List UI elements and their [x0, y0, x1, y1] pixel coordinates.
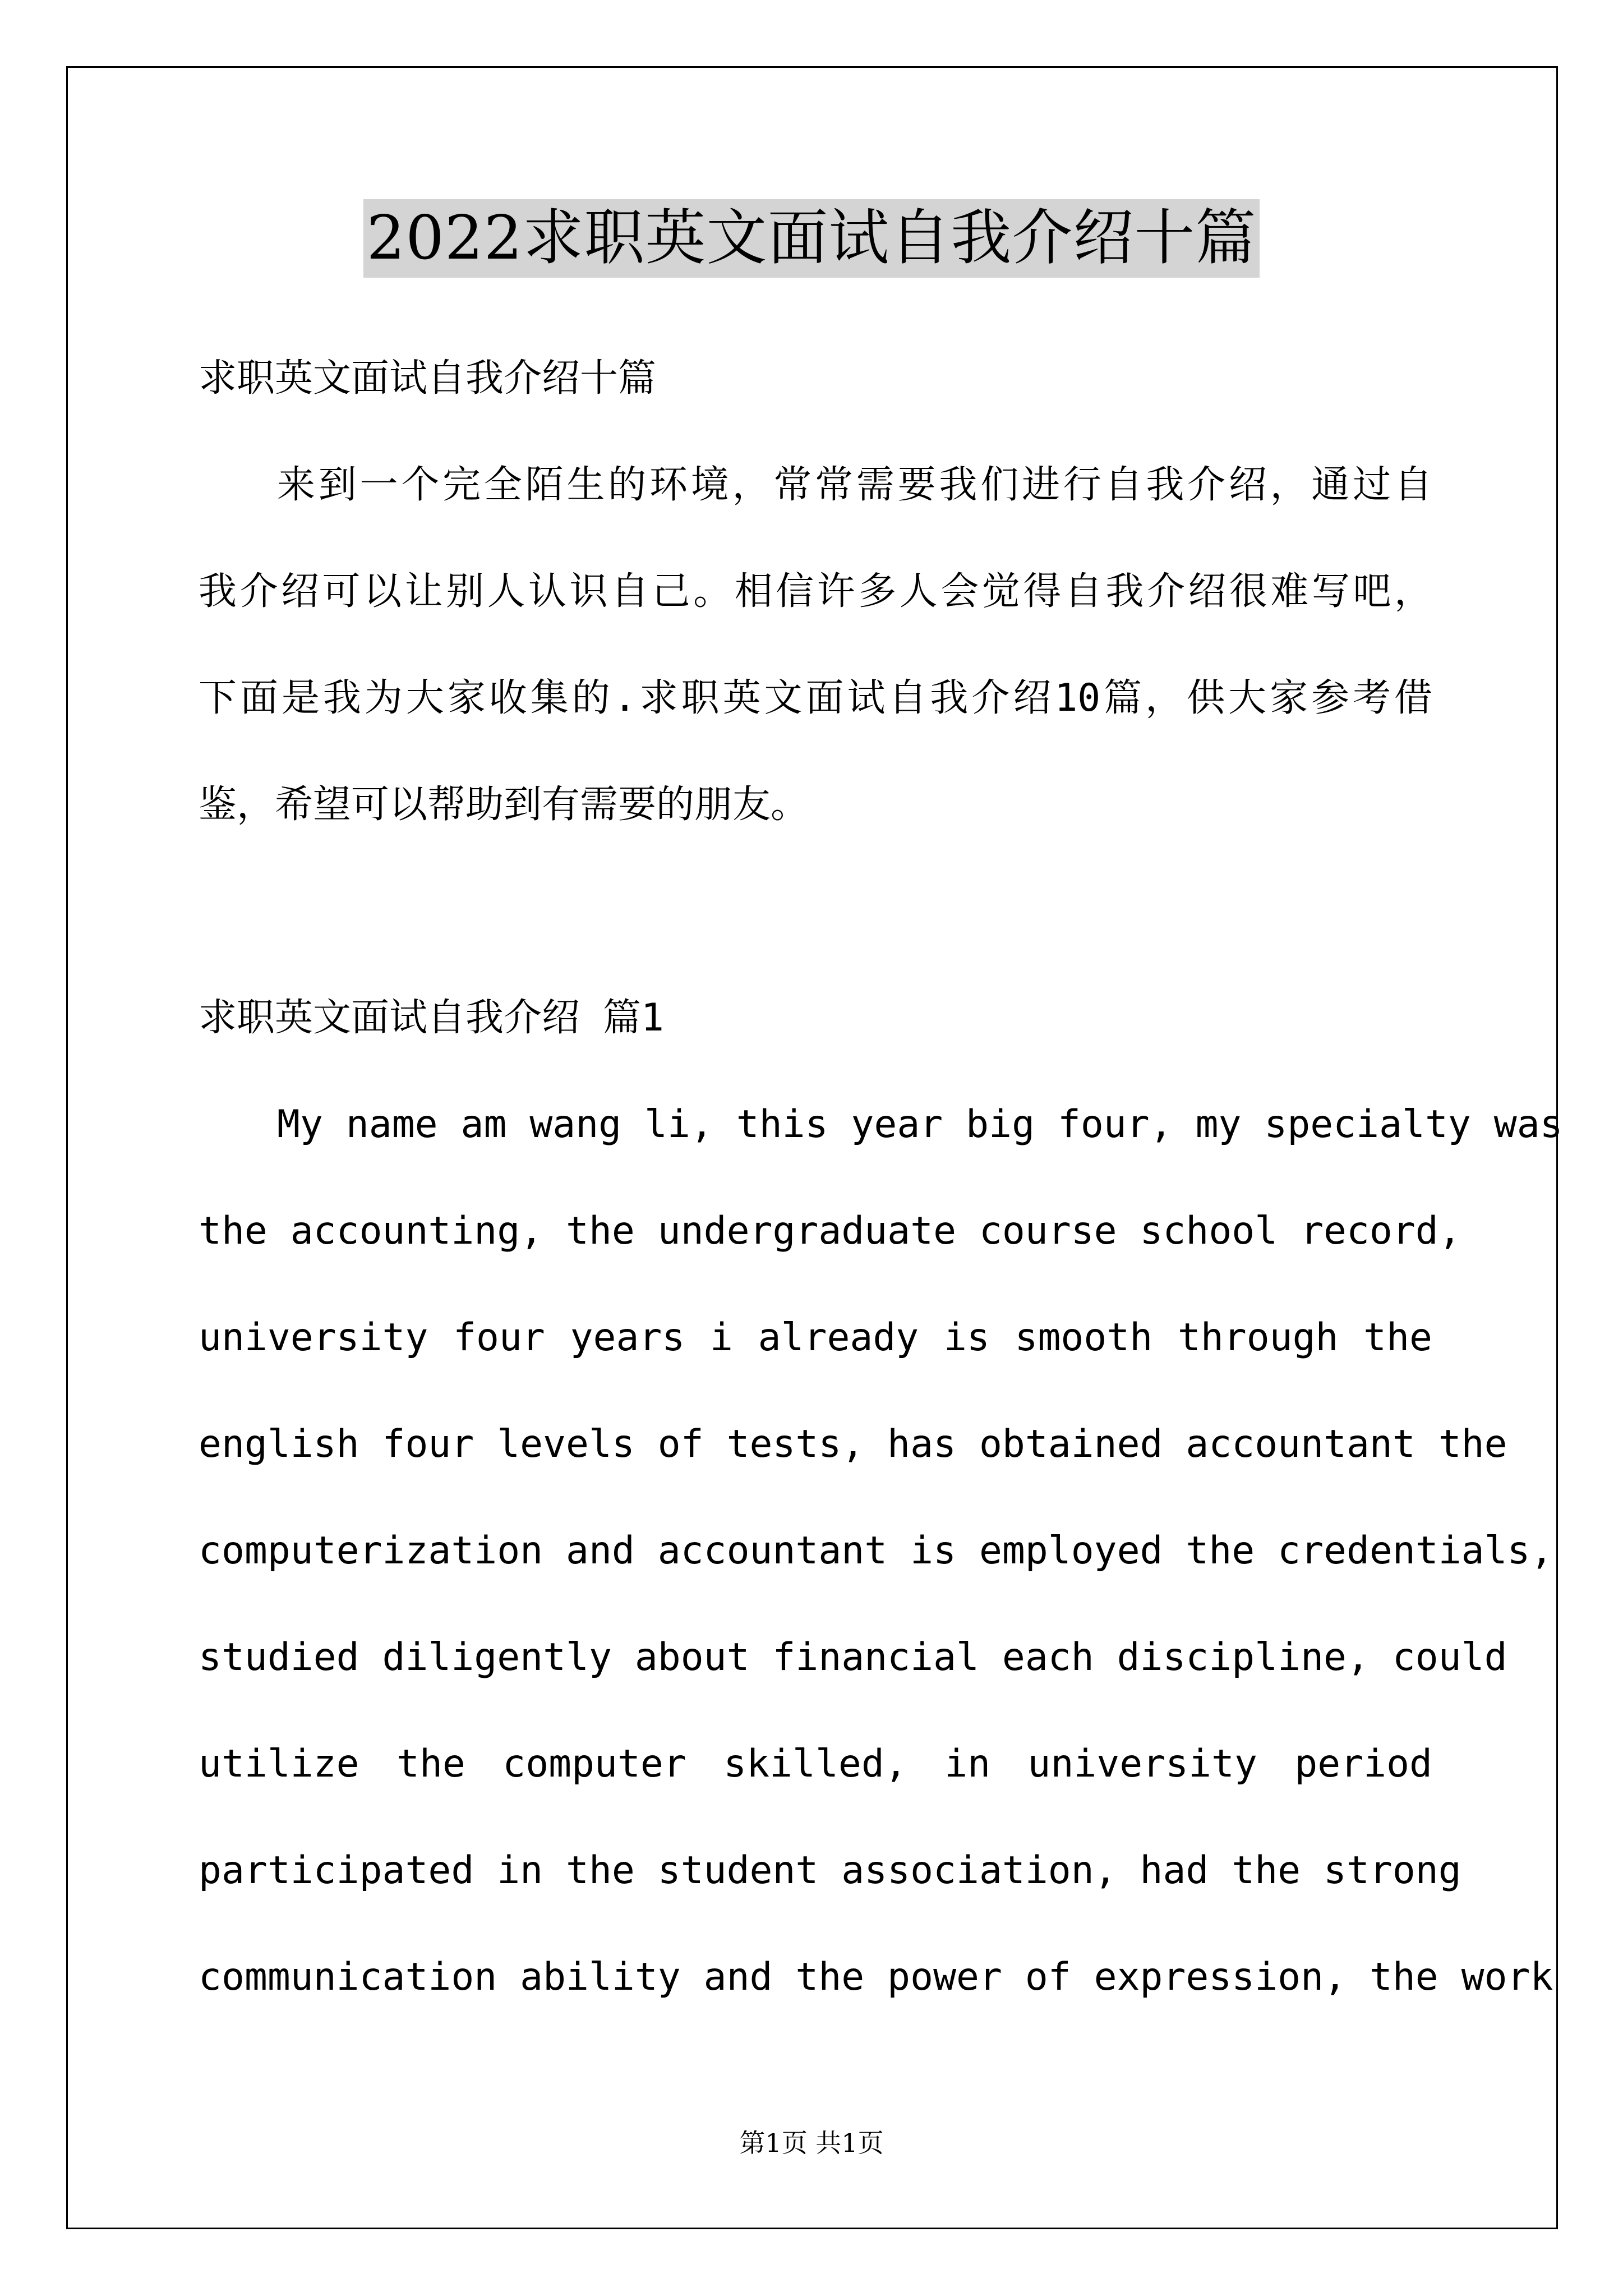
document-subtitle: 求职英文面试自我介绍十篇: [199, 356, 657, 401]
section-line: the accounting, the undergraduate course school record,: [199, 1209, 1461, 1253]
section-line: communication ability and the power of expression, the work: [199, 1955, 1553, 1999]
section-heading: 求职英文面试自我介绍 篇1: [199, 996, 664, 1040]
intro-line: 下面是我为大家收集的.求职英文面试自我介绍10篇，供大家参考借: [199, 676, 1432, 720]
section-line: My name am wang li, this year big four, my specialty was: [277, 1102, 1563, 1147]
intro-line: 我介绍可以让别人认识自己。相信许多人会觉得自我介绍很难写吧，: [199, 569, 1432, 614]
intro-line: 鉴，希望可以帮助到有需要的朋友。: [199, 783, 809, 827]
intro-line: 来到一个完全陌生的环境，常常需要我们进行自我介绍，通过自: [277, 463, 1432, 507]
section-line: computerization and accountant is employed the credentials,: [199, 1529, 1553, 1573]
title-container: [0, 199, 1623, 278]
document-title: 2022求职英文面试自我介绍十篇: [363, 199, 1260, 278]
page-footer: 第1页 共1页: [739, 2128, 884, 2158]
section-line: studied diligently about financial each discipline, could: [199, 1635, 1507, 1680]
section-line: english four levels of tests, has obtained accountant the: [199, 1422, 1507, 1466]
section-line: university four years i already is smooth through the: [199, 1315, 1432, 1360]
section-line: participated in the student association, had the strong: [199, 1848, 1461, 1893]
section-line: utilize the computer skilled, in university period: [199, 1742, 1432, 1786]
